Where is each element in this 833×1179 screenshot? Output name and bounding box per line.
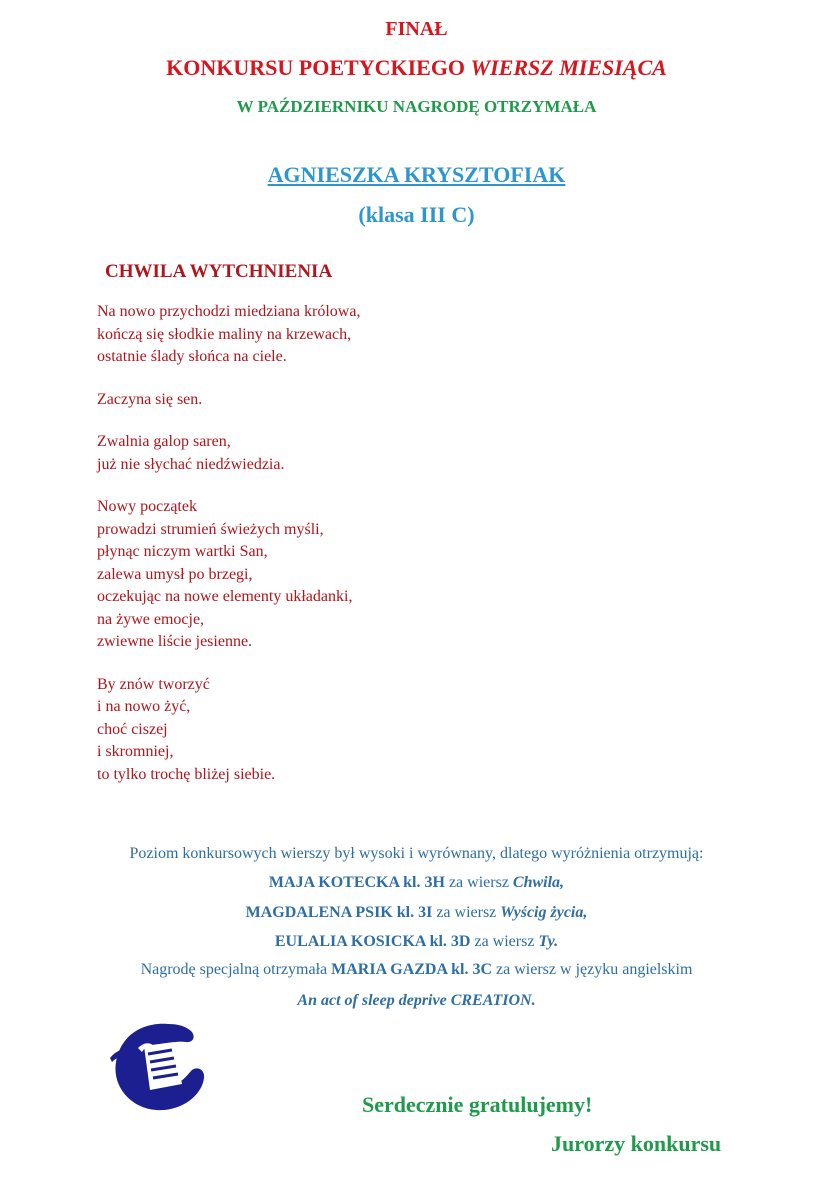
poem-line: i skromniej, xyxy=(97,743,174,760)
poem-stanza xyxy=(97,431,360,476)
poem-line: prowadzi strumień świeżych myśli, xyxy=(97,520,324,538)
winner-name: AGNIESZKA KRYSZTOFIAK xyxy=(267,162,566,187)
poem-line: zwiewne liście jesienne. xyxy=(97,633,253,650)
contest-title-prefix: KONKURSU POETYCKIEGO xyxy=(166,55,471,80)
award-entry xyxy=(0,874,833,892)
award-entry xyxy=(0,933,833,951)
poem-stanza xyxy=(97,301,360,369)
poem-stanza xyxy=(97,389,360,412)
award-name: MAGDALENA PSIK kl. 3I xyxy=(245,904,433,921)
award-name: EULALIA KOSICKA kl. 3D xyxy=(274,933,471,950)
final-heading: FINAŁ xyxy=(385,18,448,40)
award-poem: Ty. xyxy=(538,933,559,950)
october-award-line: W PAŹDZIERNIKU NAGRODĘ OTRZYMAŁA xyxy=(236,97,597,116)
congratulations-text: Serdecznie gratulujemy! xyxy=(362,1092,593,1117)
jury-signature: Jurorzy konkursu xyxy=(551,1131,722,1156)
poem-line: Zwalnia galop saren, xyxy=(97,433,231,450)
poetry-scroll-logo-icon xyxy=(108,1018,208,1114)
poem-line: Zaczyna się sen. xyxy=(97,390,203,408)
poem-line: płynąc niczym wartki San, xyxy=(97,543,268,560)
poem-line: to tylko trochę bliżej siebie. xyxy=(97,765,276,783)
award-connector: za wiersz xyxy=(444,874,513,891)
poem-line: Nowy początek xyxy=(97,498,197,515)
poem-line: już nie słychać niedźwiedzia. xyxy=(97,455,285,473)
poem-line: zalewa umysł po brzegi, xyxy=(97,565,253,583)
poem-line: By znów tworzyć xyxy=(97,675,210,693)
poem-line: ostatnie ślady słońca na ciele. xyxy=(97,348,287,365)
awards-intro: Poziom konkursowych wierszy był wysoki i wyrównany, dlatego wyróżnienia otrzymują: xyxy=(129,845,704,862)
poem-line: oczekując na nowe elementy układanki, xyxy=(97,588,353,605)
special-award-poem: An act of sleep deprive CREATION. xyxy=(297,992,536,1009)
special-award-name: MARIA GAZDA kl. 3C xyxy=(331,961,493,978)
award-connector: za wiersz xyxy=(432,904,501,921)
winner-class: (klasa III C) xyxy=(358,202,475,227)
contest-title-italic: WIERSZ MIESIĄCA xyxy=(470,55,667,80)
award-poem: Chwila, xyxy=(512,874,565,891)
special-award xyxy=(0,961,833,979)
poem-line: i na nowo żyć, xyxy=(97,698,191,715)
poem-line: choć ciszej xyxy=(97,720,168,738)
contest-title xyxy=(0,55,833,81)
poem-stanza xyxy=(97,674,360,787)
poem-stanza xyxy=(97,496,360,654)
poem-line: na żywe emocje, xyxy=(97,610,205,628)
special-award-prefix: Nagrodę specjalną otrzymała xyxy=(140,961,332,978)
poem-title: CHWILA WYTCHNIENIA xyxy=(105,261,333,282)
award-name: MAJA KOTECKA kl. 3H xyxy=(268,874,445,891)
special-award-suffix: za wiersz w języku angielskim xyxy=(492,961,693,978)
award-poem: Wyścig życia, xyxy=(500,904,588,921)
poem-line: kończą się słodkie maliny na krzewach, xyxy=(97,325,352,343)
poem-line: Na nowo przychodzi miedziana królowa, xyxy=(97,303,361,320)
award-connector: za wiersz xyxy=(470,933,539,950)
award-entry xyxy=(0,904,833,922)
poem-body xyxy=(97,301,360,806)
